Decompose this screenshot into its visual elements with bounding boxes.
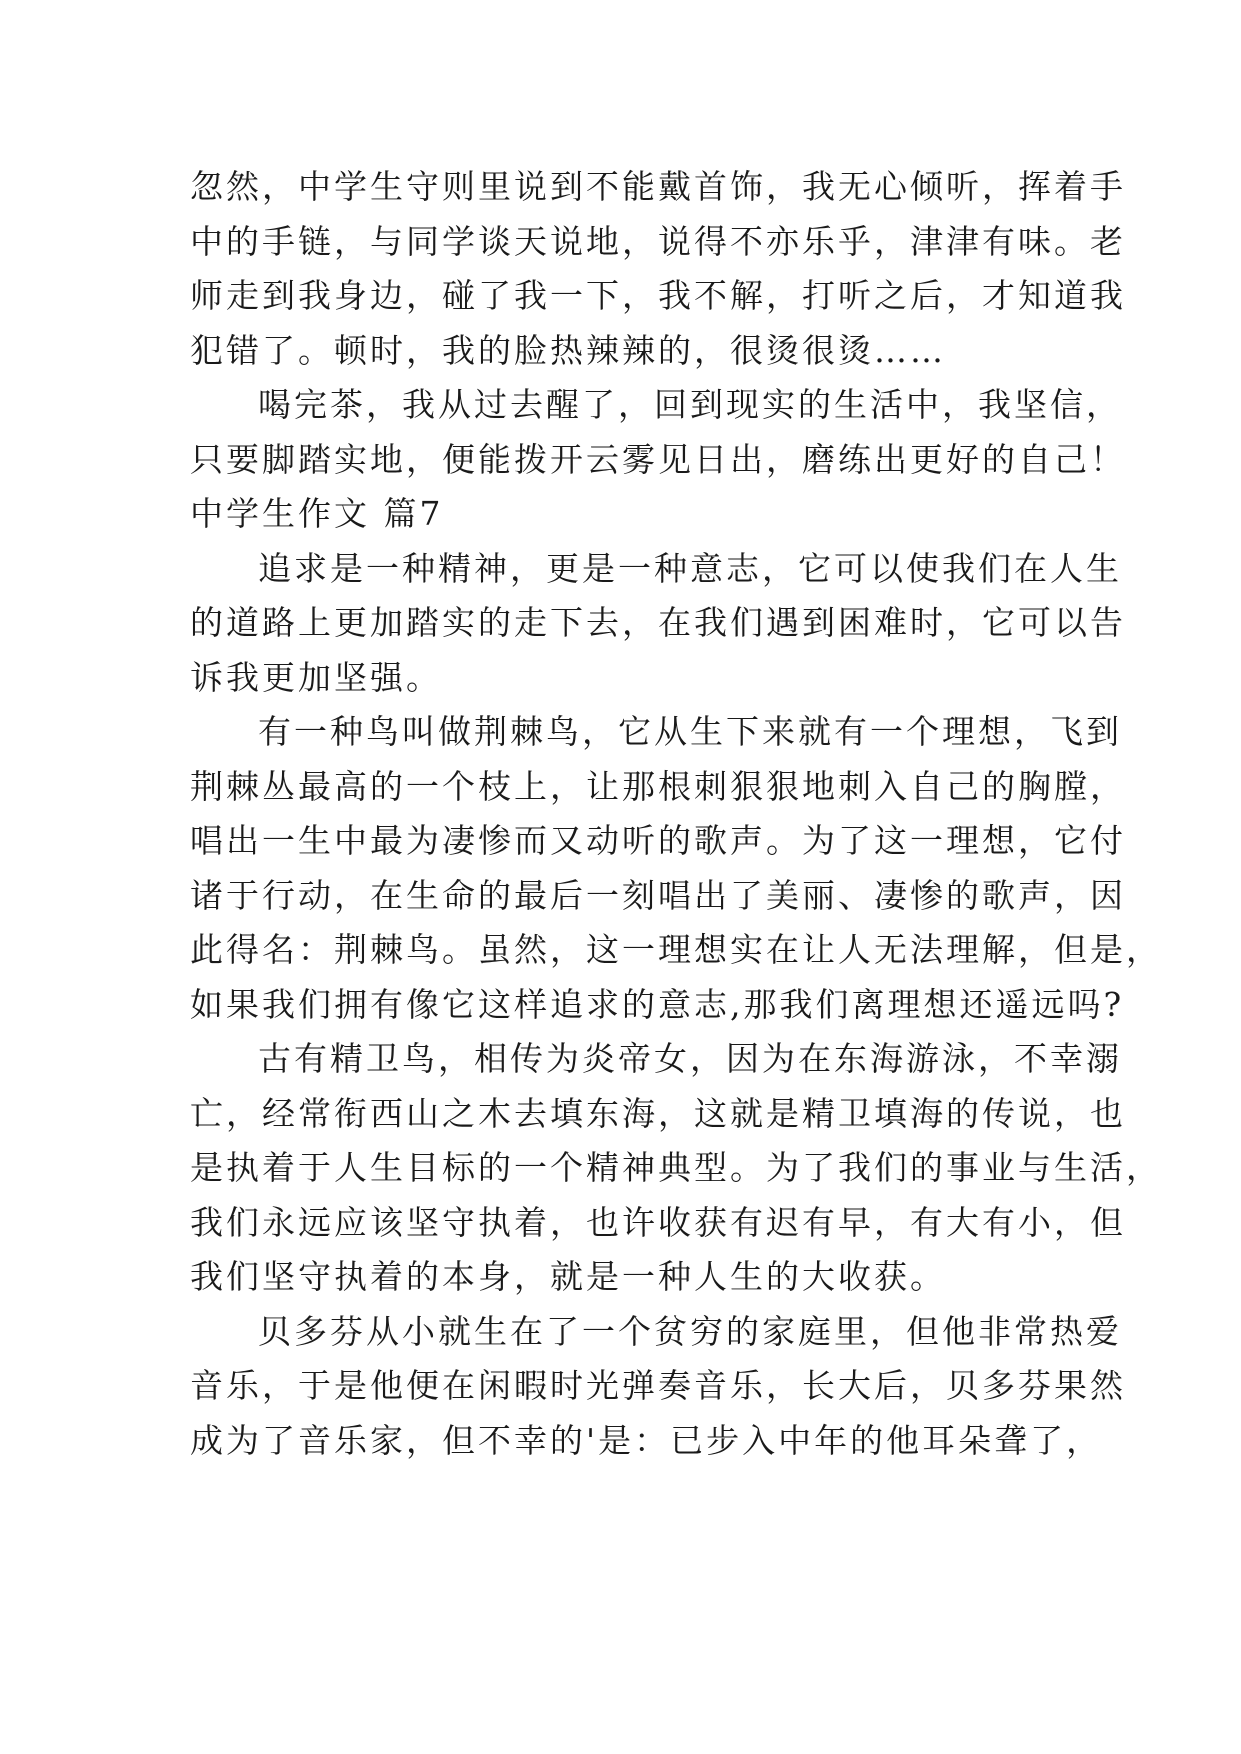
text-line: 亡，经常衔西山之木去填东海，这就是精卫填海的传说，也 — [190, 1093, 1126, 1133]
paragraph-first-line: 有一种鸟叫做荆棘鸟，它从生下来就有一个理想，飞到 — [258, 712, 1122, 751]
text-line: 的道路上更加踏实的走下去，在我们遇到困难时，它可以告 — [190, 603, 1126, 642]
text-line: 音乐，于是他便在闲暇时光弹奏音乐，长大后，贝多芬果然 — [190, 1366, 1126, 1405]
paragraph-first-line: 追求是一种精神，更是一种意志，它可以使我们在人生 — [258, 548, 1122, 588]
text-line: 荆棘丛最高的一个枝上，让那根刺狠狠地刺入自己的胸膛， — [190, 766, 1126, 806]
text-line: 如果我们拥有像它这样追求的意志,那我们离理想还遥远吗? — [190, 984, 1125, 1024]
text-line: 是执着于人生目标的一个精神典型。为了我们的事业与生活， — [190, 1148, 1162, 1187]
paragraph-first-line: 贝多芬从小就生在了一个贫穷的家庭里，但他非常热爱 — [258, 1311, 1122, 1351]
text-line: 我们坚守执着的本身，就是一种人生的大收获。 — [190, 1257, 946, 1296]
text-line: 诉我更加坚强。 — [190, 657, 442, 697]
text-line: 唱出一生中最为凄惨而又动听的歌声。为了这一理想，它付 — [190, 821, 1126, 860]
text-line: 成为了音乐家，但不幸的'是：已步入中年的他耳朵聋了， — [190, 1420, 1103, 1460]
text-line: 忽然，中学生守则里说到不能戴首饰，我无心倾听，挥着手 — [190, 167, 1126, 206]
paragraph-first-line: 古有精卫鸟，相传为炎帝女，因为在东海游泳，不幸溺 — [258, 1039, 1122, 1078]
text-line: 犯错了。顿时，我的脸热辣辣的，很烫很烫…… — [190, 330, 946, 370]
text-line: 诸于行动，在生命的最后一刻唱出了美丽、凄惨的歌声，因 — [190, 875, 1126, 915]
text-line: 中的手链，与同学谈天说地，说得不亦乐乎，津津有味。老 — [190, 221, 1126, 261]
text-line: 此得名：荆棘鸟。虽然，这一理想实在让人无法理解，但是， — [190, 930, 1162, 969]
paragraph-first-line: 喝完茶，我从过去醒了，回到现实的生活中，我坚信， — [258, 385, 1122, 424]
section-heading: 中学生作文 篇7 — [190, 494, 444, 533]
text-line: 只要脚踏实地，便能拨开云雾见日出，磨练出更好的自己！ — [190, 439, 1126, 479]
essay-body — [190, 160, 1162, 1468]
text-line: 我们永远应该坚守执着，也许收获有迟有早，有大有小，但 — [190, 1202, 1126, 1242]
text-line: 师走到我身边，碰了我一下，我不解，打听之后，才知道我 — [190, 276, 1126, 315]
